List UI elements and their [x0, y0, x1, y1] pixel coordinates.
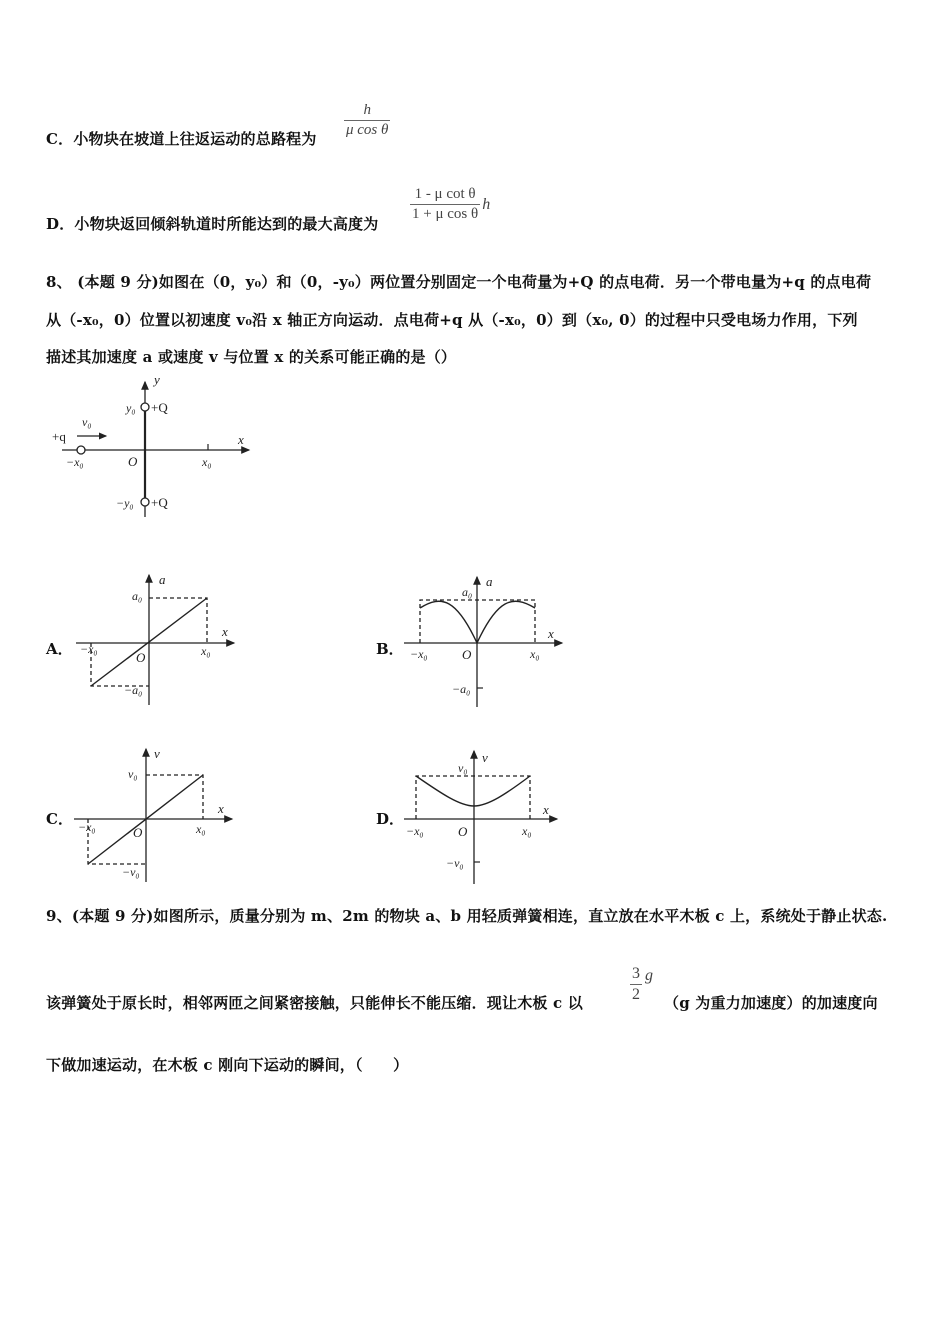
q8-charge-figure — [44, 372, 264, 522]
option-c-prev — [46, 128, 317, 149]
origin-label: O — [133, 825, 143, 840]
option-a-label: A． — [46, 640, 73, 658]
x-axis-label: x — [548, 626, 554, 641]
right-label: x₀ — [201, 644, 211, 658]
x-axis-label: x — [543, 802, 549, 817]
x-axis-label: x — [218, 801, 224, 816]
y-axis-label: a — [486, 574, 493, 589]
top-label: v₀ — [128, 767, 138, 781]
right-label: x₀ — [522, 824, 532, 838]
option-text: 小物块在坡道上往返运动的总路程为 — [73, 130, 317, 148]
fraction-suffix: h — [482, 195, 491, 213]
left-label: −x₀ — [78, 820, 96, 834]
q8-line-1: 8、 (本题 9 分)如图在（0，y₀）和（0，-y₀）两位置分别固定一个电荷量为+Q 的点电荷．另一个带电量为+q 的点电荷 — [46, 273, 872, 291]
fraction-denominator: 2 — [632, 986, 640, 1003]
right-label: x₀ — [530, 647, 540, 661]
option-text: 小物块返回倾斜轨道时所能达到的最大高度为 — [74, 215, 379, 233]
bottom-charge-pos: −y₀ — [116, 496, 134, 510]
bottom-charge-label: +Q — [151, 495, 168, 510]
bottom-label: −v₀ — [122, 865, 140, 879]
option-c-graph — [72, 744, 237, 884]
y-axis-label: v — [154, 746, 160, 761]
option-c-label: C． — [46, 810, 73, 828]
fraction-denominator: 1 + μ cos θ — [412, 206, 479, 222]
top-label: a₀ — [132, 589, 143, 603]
top-label: a₀ — [462, 585, 473, 599]
q9-fraction — [630, 965, 653, 1004]
top-charge — [141, 403, 149, 411]
option-b-graph — [402, 572, 572, 710]
x-axis-label: x — [222, 624, 228, 639]
origin-label: O — [136, 650, 146, 665]
q9-line-2-pre: 该弹簧处于原长时，相邻两匝之间紧密接触，只能伸长不能压缩．现让木板 c 以 — [46, 994, 583, 1012]
origin-label: O — [462, 647, 472, 662]
fraction-numerator: 1 - μ cot θ — [414, 186, 476, 202]
fraction-denominator: μ cos θ — [346, 122, 389, 138]
option-a-graph — [76, 570, 241, 710]
option-d-label: D． — [376, 810, 405, 828]
x-axis-label: x — [238, 432, 244, 447]
end-pos-label: x₀ — [202, 455, 212, 469]
q8-line-2: 从（-x₀，0）位置以初速度 v₀沿 x 轴正方向运动．点电荷+q 从（-x₀，0）到（x₀, 0）的过程中只受电场力作用，下列 — [46, 311, 858, 329]
left-label: −x₀ — [80, 642, 98, 656]
origin-label: O — [128, 454, 138, 469]
bounding-dash — [416, 776, 530, 819]
top-charge-pos: y₀ — [126, 401, 136, 415]
start-pos-label: −x₀ — [66, 455, 84, 469]
fraction-variable: g — [645, 966, 653, 984]
v-curve — [416, 776, 530, 806]
q8-line-3: 描述其加速度 a 或速度 v 与位置 x 的关系可能正确的是（） — [46, 348, 457, 366]
q9-line-1: 9、(本题 9 分)如图所示，质量分别为 m、2m 的物块 a、b 用轻质弹簧相连，直立放在水平木板 c 上，系统处于静止状态. — [46, 907, 888, 925]
bottom-label: −v₀ — [446, 856, 464, 870]
q9-line-3: 下做加速运动，在木板 c 刚向下运动的瞬间，（ ） — [46, 1056, 409, 1074]
left-label: −x₀ — [410, 647, 428, 661]
option-b-label: B． — [376, 640, 404, 658]
top-label: v₀ — [458, 761, 468, 775]
top-charge-label: +Q — [151, 400, 168, 415]
bottom-charge — [141, 498, 149, 506]
moving-charge-label: +q — [52, 429, 66, 444]
left-label: −x₀ — [406, 824, 424, 838]
origin-label: O — [458, 824, 468, 839]
q9-line-2-post: （g 为重力加速度）的加速度向 — [664, 994, 878, 1012]
option-d-graph — [402, 746, 567, 886]
y-axis-label: v — [482, 750, 488, 765]
y-axis-label: a — [159, 572, 166, 587]
option-d-fraction — [410, 186, 490, 223]
bottom-label: −a₀ — [124, 683, 143, 697]
option-c-fraction — [344, 102, 390, 139]
option-label: C． — [46, 130, 74, 148]
fraction-numerator: h — [363, 102, 371, 118]
fraction-numerator: 3 — [632, 965, 640, 982]
moving-charge — [77, 446, 85, 454]
option-label: D． — [46, 215, 75, 233]
velocity-label: v₀ — [82, 415, 92, 429]
right-label: x₀ — [196, 822, 206, 836]
bottom-label: −a₀ — [452, 682, 471, 696]
y-axis-label: y — [154, 372, 160, 387]
option-d-prev — [46, 213, 378, 234]
